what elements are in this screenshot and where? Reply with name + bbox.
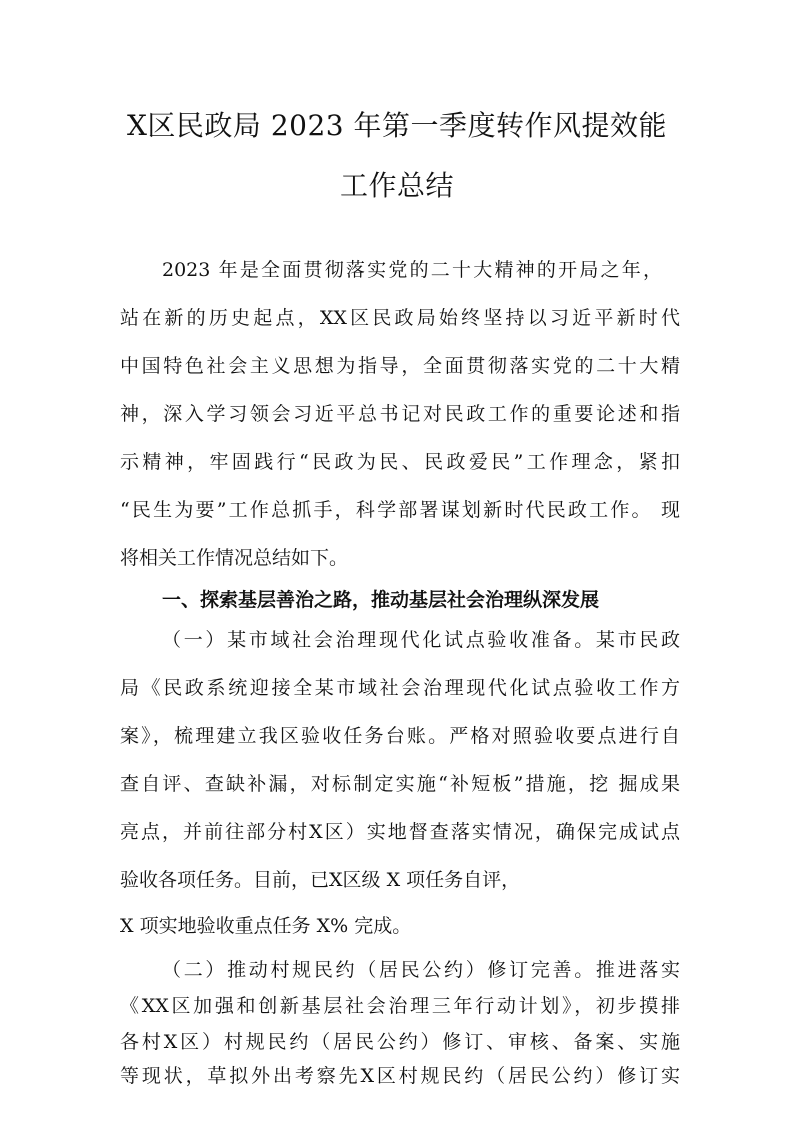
intro-line: 2023 年是全面贯彻落实党的二十大精神的开局之年， xyxy=(162,259,662,281)
subsection-2-line: （二）推动村规民约（居民公约）修订完善。推进落实 xyxy=(162,959,680,981)
intro-line: 示精神，牢固践行“民政为民、民政爱民”工作理念，紧扣 xyxy=(120,451,680,473)
subsection-1-line: 局《民政系统迎接全某市域社会治理现代化试点验收工作方 xyxy=(120,677,680,699)
document-title-line-1: X区民政局 2023 年第一季度转作风提效能 xyxy=(127,109,667,142)
document-title-line-2: 工作总结 xyxy=(339,169,454,202)
intro-line: 神，深入学习领会习近平总书记对民政工作的重要论述和指 xyxy=(120,403,680,425)
subsection-1-line: 查自评、查缺补漏，对标制定实施“补短板”措施，挖 掘成果 xyxy=(120,773,680,795)
intro-line: 中国特色社会主义思想为指导，全面贯彻落实党的二十大精 xyxy=(120,355,680,377)
subsection-1-line: 验收各项任务。目前，已X区级 X 项任务自评， xyxy=(120,869,521,891)
subsection-1-line: （一）某市域社会治理现代化试点验收准备。某市民政 xyxy=(162,629,680,651)
subsection-1-line: 亮点，并前往部分村X区）实地督查落实情况，确保完成试点 xyxy=(120,821,680,843)
intro-line: 站在新的历史起点，XX区民政局始终坚持以习近平新时代 xyxy=(120,307,680,329)
subsection-1-line: X 项实地验收重点任务 X% 完成。 xyxy=(120,915,412,937)
subsection-1-line: 案》，梳理建立我区验收任务台账。严格对照验收要点进行自 xyxy=(120,725,680,747)
intro-line: 将相关工作情况总结如下。 xyxy=(120,547,349,569)
section-1-heading: 一、探索基层善治之路，推动基层社会治理纵深发展 xyxy=(162,589,600,611)
subsection-2-line: 《XX区加强和创新基层社会治理三年行动计划》，初步摸排 xyxy=(120,995,680,1017)
subsection-2-line: 各村X区）村规民约（居民公约）修订、审核、备案、实施 xyxy=(120,1031,680,1053)
intro-line: “民生为要”工作总抓手，科学部署谋划新时代民政工作。 现 xyxy=(120,499,680,521)
subsection-2-line: 等现状，草拟外出考察先X区村规民约（居民公约）修订实 xyxy=(120,1065,680,1087)
